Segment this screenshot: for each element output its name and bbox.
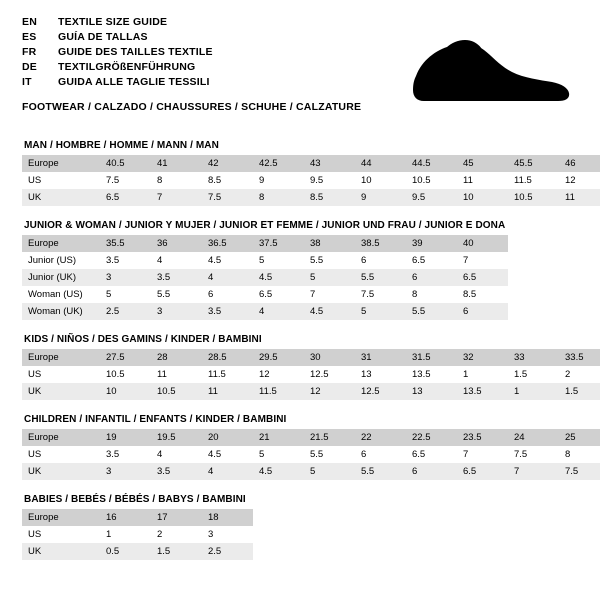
size-cell: 4 [253, 303, 304, 320]
size-table-header-row [22, 509, 253, 526]
size-table-row [22, 189, 600, 206]
size-section [22, 140, 578, 206]
size-cell: 9.5 [406, 189, 457, 206]
size-cell: 16 [100, 509, 151, 526]
size-cell: 9.5 [310, 175, 324, 186]
size-row-label: UK [22, 189, 100, 206]
size-cell: 1.5 [559, 383, 600, 400]
size-table-row [22, 366, 600, 383]
size-section-title: BABIES / BEBÉS / BÉBÉS / BABYS / BAMBINI [24, 494, 246, 505]
language-row [22, 46, 213, 61]
size-cell: 27.5 [100, 349, 151, 366]
size-cell: 4.5 [208, 449, 222, 460]
size-cell: 2 [157, 529, 163, 540]
size-table-row [22, 446, 600, 463]
size-cell: 7 [310, 289, 316, 300]
language-title-body [22, 16, 213, 91]
size-cell: 10 [457, 189, 508, 206]
size-cell: 7 [463, 449, 469, 460]
size-table [22, 509, 253, 560]
size-cell: 6 [406, 269, 457, 286]
size-cell: 9 [355, 189, 406, 206]
size-row-label: Europe [22, 509, 100, 526]
size-cell: 10.5 [151, 383, 202, 400]
size-cell: 30 [304, 349, 355, 366]
dress-shoe-icon [388, 30, 578, 110]
language-title: GUIDE DES TAILLES TEXTILE [58, 46, 213, 58]
size-cell: 7 [508, 463, 559, 480]
size-cell: 8.5 [304, 189, 355, 206]
size-cell: 28.5 [202, 349, 253, 366]
size-cell: 5 [355, 303, 406, 320]
size-cell: 9 [259, 175, 265, 186]
size-cell: 4 [157, 449, 163, 460]
size-cell: 4.5 [253, 269, 304, 286]
footwear-heading: FOOTWEAR / CALZADO / CHAUSSURES / SCHUHE / CALZATURE [22, 101, 362, 113]
language-code: EN [22, 16, 37, 28]
size-cell: 11.5 [208, 369, 226, 380]
size-row-label: Europe [22, 349, 100, 366]
size-section [22, 414, 578, 480]
size-cell: 44 [355, 155, 406, 172]
language-row [22, 76, 213, 91]
size-table-header-row [22, 349, 600, 366]
size-cell: 38.5 [355, 235, 406, 252]
size-cell: 46 [559, 155, 600, 172]
language-title-table [22, 16, 213, 91]
size-section [22, 334, 584, 400]
size-cell: 21.5 [304, 429, 355, 446]
size-cell: 2.5 [100, 303, 151, 320]
size-cell: 32 [457, 349, 508, 366]
size-cell: 3 [100, 269, 151, 286]
size-cell: 45.5 [508, 155, 559, 172]
size-table-row [22, 526, 253, 543]
size-cell: 28 [151, 349, 202, 366]
size-cell: 18 [202, 509, 253, 526]
size-cell: 8 [157, 175, 163, 186]
size-row-label: Europe [22, 155, 100, 172]
size-cell: 17 [151, 509, 202, 526]
language-title: GUÍA DE TALLAS [58, 31, 148, 43]
size-cell: 4.5 [208, 255, 222, 266]
size-cell: 5.5 [310, 255, 324, 266]
size-table-row [22, 269, 508, 286]
size-cell: 24 [508, 429, 559, 446]
language-title: TEXTILE SIZE GUIDE [58, 16, 168, 28]
size-table-body [22, 509, 253, 560]
size-row-label: Woman (UK) [22, 303, 100, 320]
size-cell: 8.5 [463, 289, 477, 300]
size-cell: 29.5 [253, 349, 304, 366]
language-title: GUIDA ALLE TAGLIE TESSILI [58, 76, 210, 88]
size-cell: 40 [457, 235, 508, 252]
size-row-label: Woman (US) [28, 289, 83, 300]
size-cell: 11 [559, 189, 600, 206]
size-cell: 5.5 [355, 463, 406, 480]
size-table [22, 235, 508, 320]
size-cell: 7.5 [106, 175, 120, 186]
language-code: ES [22, 31, 37, 43]
size-cell: 31.5 [406, 349, 457, 366]
language-row [22, 61, 213, 76]
size-cell: 6 [361, 449, 367, 460]
size-cell: 35.5 [100, 235, 151, 252]
size-cell: 38 [304, 235, 355, 252]
size-cell: 1 [463, 369, 469, 380]
size-cell: 5.5 [355, 269, 406, 286]
size-cell: 1 [106, 529, 112, 540]
size-cell: 6.5 [457, 269, 508, 286]
size-cell: 11.5 [514, 175, 532, 186]
size-cell: 42 [202, 155, 253, 172]
size-cell: 43 [304, 155, 355, 172]
size-cell: 12 [259, 369, 270, 380]
size-table [22, 155, 600, 206]
size-table [22, 429, 600, 480]
size-cell: 12 [565, 175, 576, 186]
size-cell: 7 [151, 189, 202, 206]
size-cell: 13.5 [412, 369, 431, 380]
size-cell: 4.5 [304, 303, 355, 320]
size-cell: 1 [508, 383, 559, 400]
size-cell: 5.5 [406, 303, 457, 320]
size-cell: 13.5 [457, 383, 508, 400]
size-section-title: KIDS / NIÑOS / DES GAMINS / KINDER / BAMBINI [24, 334, 262, 345]
size-cell: 37.5 [253, 235, 304, 252]
size-tables-container [22, 140, 584, 560]
size-cell: 6.5 [100, 189, 151, 206]
size-cell: 36.5 [202, 235, 253, 252]
size-section-title: MAN / HOMBRE / HOMME / MANN / MAN [24, 140, 219, 151]
size-section [22, 494, 578, 560]
size-row-label: UK [22, 543, 100, 560]
size-row-label: Europe [22, 235, 100, 252]
size-cell: 12.5 [355, 383, 406, 400]
size-cell: 20 [202, 429, 253, 446]
language-code: IT [22, 76, 32, 88]
size-cell: 10.5 [106, 369, 125, 380]
size-cell: 13 [361, 369, 372, 380]
size-row-label: US [28, 449, 42, 460]
size-cell: 3.5 [151, 269, 202, 286]
size-table-row [22, 543, 253, 560]
size-table-body [22, 155, 600, 206]
size-table-row [22, 303, 508, 320]
size-cell: 12 [304, 383, 355, 400]
size-table-body [22, 349, 600, 400]
size-cell: 6 [406, 463, 457, 480]
size-cell: 5 [304, 269, 355, 286]
size-row-label: Europe [22, 429, 100, 446]
size-row-label: US [28, 175, 42, 186]
size-cell: 8.5 [208, 175, 222, 186]
size-cell: 1.5 [151, 543, 202, 560]
size-cell: 3 [208, 529, 214, 540]
size-cell: 2.5 [202, 543, 253, 560]
size-cell: 6.5 [457, 463, 508, 480]
size-cell: 6 [208, 289, 214, 300]
size-cell: 11 [202, 383, 253, 400]
size-cell: 42.5 [253, 155, 304, 172]
size-cell: 3 [151, 303, 202, 320]
size-cell: 3.5 [106, 255, 120, 266]
language-row [22, 31, 213, 46]
size-table-header-row [22, 235, 508, 252]
size-cell: 6 [457, 303, 508, 320]
size-cell: 5 [259, 449, 265, 460]
size-table-row [22, 286, 508, 303]
size-cell: 36 [151, 235, 202, 252]
size-cell: 8 [412, 289, 418, 300]
size-cell: 44.5 [406, 155, 457, 172]
size-cell: 4 [157, 255, 163, 266]
language-code: DE [22, 61, 37, 73]
document-header [22, 16, 578, 126]
size-cell: 8 [565, 449, 571, 460]
size-cell: 6.5 [412, 255, 426, 266]
size-cell: 19.5 [151, 429, 202, 446]
size-row-label: UK [22, 463, 100, 480]
size-cell: 4.5 [253, 463, 304, 480]
size-cell: 5 [304, 463, 355, 480]
size-row-label: Junior (US) [28, 255, 77, 266]
size-cell: 39 [406, 235, 457, 252]
size-cell: 23.5 [457, 429, 508, 446]
size-cell: 19 [100, 429, 151, 446]
size-cell: 10.5 [412, 175, 431, 186]
size-table-row [22, 463, 600, 480]
size-cell: 13 [406, 383, 457, 400]
size-row-label: UK [22, 383, 100, 400]
size-cell: 33 [508, 349, 559, 366]
size-cell: 8 [253, 189, 304, 206]
size-table-row [22, 383, 600, 400]
language-row [22, 16, 213, 31]
size-row-label: US [28, 529, 42, 540]
size-cell: 11 [157, 369, 167, 380]
size-cell: 45 [457, 155, 508, 172]
size-row-label: US [28, 369, 42, 380]
size-cell: 33.5 [559, 349, 600, 366]
size-table [22, 349, 600, 400]
size-table-header-row [22, 429, 600, 446]
size-cell: 7.5 [361, 289, 375, 300]
size-cell: 5 [106, 289, 112, 300]
size-cell: 11.5 [253, 383, 304, 400]
size-cell: 10 [100, 383, 151, 400]
size-cell: 41 [151, 155, 202, 172]
size-cell: 2 [565, 369, 571, 380]
size-cell: 3 [100, 463, 151, 480]
size-cell: 7 [463, 255, 469, 266]
size-row-label: Junior (UK) [22, 269, 100, 286]
size-cell: 11 [463, 175, 473, 186]
size-table-row [22, 172, 600, 189]
size-cell: 10 [361, 175, 372, 186]
size-cell: 4 [202, 269, 253, 286]
size-cell: 25 [559, 429, 600, 446]
size-table-header-row [22, 155, 600, 172]
size-table-body [22, 429, 600, 480]
size-cell: 5.5 [310, 449, 324, 460]
size-cell: 40.5 [100, 155, 151, 172]
size-section-title: CHILDREN / INFANTIL / ENFANTS / KINDER / BAMBINI [24, 414, 287, 425]
size-cell: 5 [259, 255, 265, 266]
size-cell: 6.5 [259, 289, 273, 300]
language-code: FR [22, 46, 37, 58]
size-cell: 7.5 [202, 189, 253, 206]
size-section [22, 220, 578, 320]
size-cell: 21 [253, 429, 304, 446]
size-cell: 1.5 [514, 369, 528, 380]
size-cell: 3.5 [202, 303, 253, 320]
size-cell: 6.5 [412, 449, 426, 460]
size-cell: 7.5 [514, 449, 528, 460]
language-title: TEXTILGRÖßENFÜHRUNG [58, 61, 196, 73]
size-table-body [22, 235, 508, 320]
size-cell: 0.5 [100, 543, 151, 560]
size-cell: 12.5 [310, 369, 329, 380]
size-cell: 3.5 [106, 449, 120, 460]
size-section-title: JUNIOR & WOMAN / JUNIOR Y MUJER / JUNIOR ET FEMME / JUNIOR UND FRAU / JUNIOR E DONA [24, 220, 506, 231]
size-cell: 22.5 [406, 429, 457, 446]
size-cell: 7.5 [559, 463, 600, 480]
size-cell: 3.5 [151, 463, 202, 480]
size-cell: 4 [202, 463, 253, 480]
size-cell: 5.5 [157, 289, 171, 300]
size-cell: 6 [361, 255, 367, 266]
size-table-row [22, 252, 508, 269]
size-cell: 31 [355, 349, 406, 366]
size-cell: 10.5 [508, 189, 559, 206]
size-cell: 22 [355, 429, 406, 446]
